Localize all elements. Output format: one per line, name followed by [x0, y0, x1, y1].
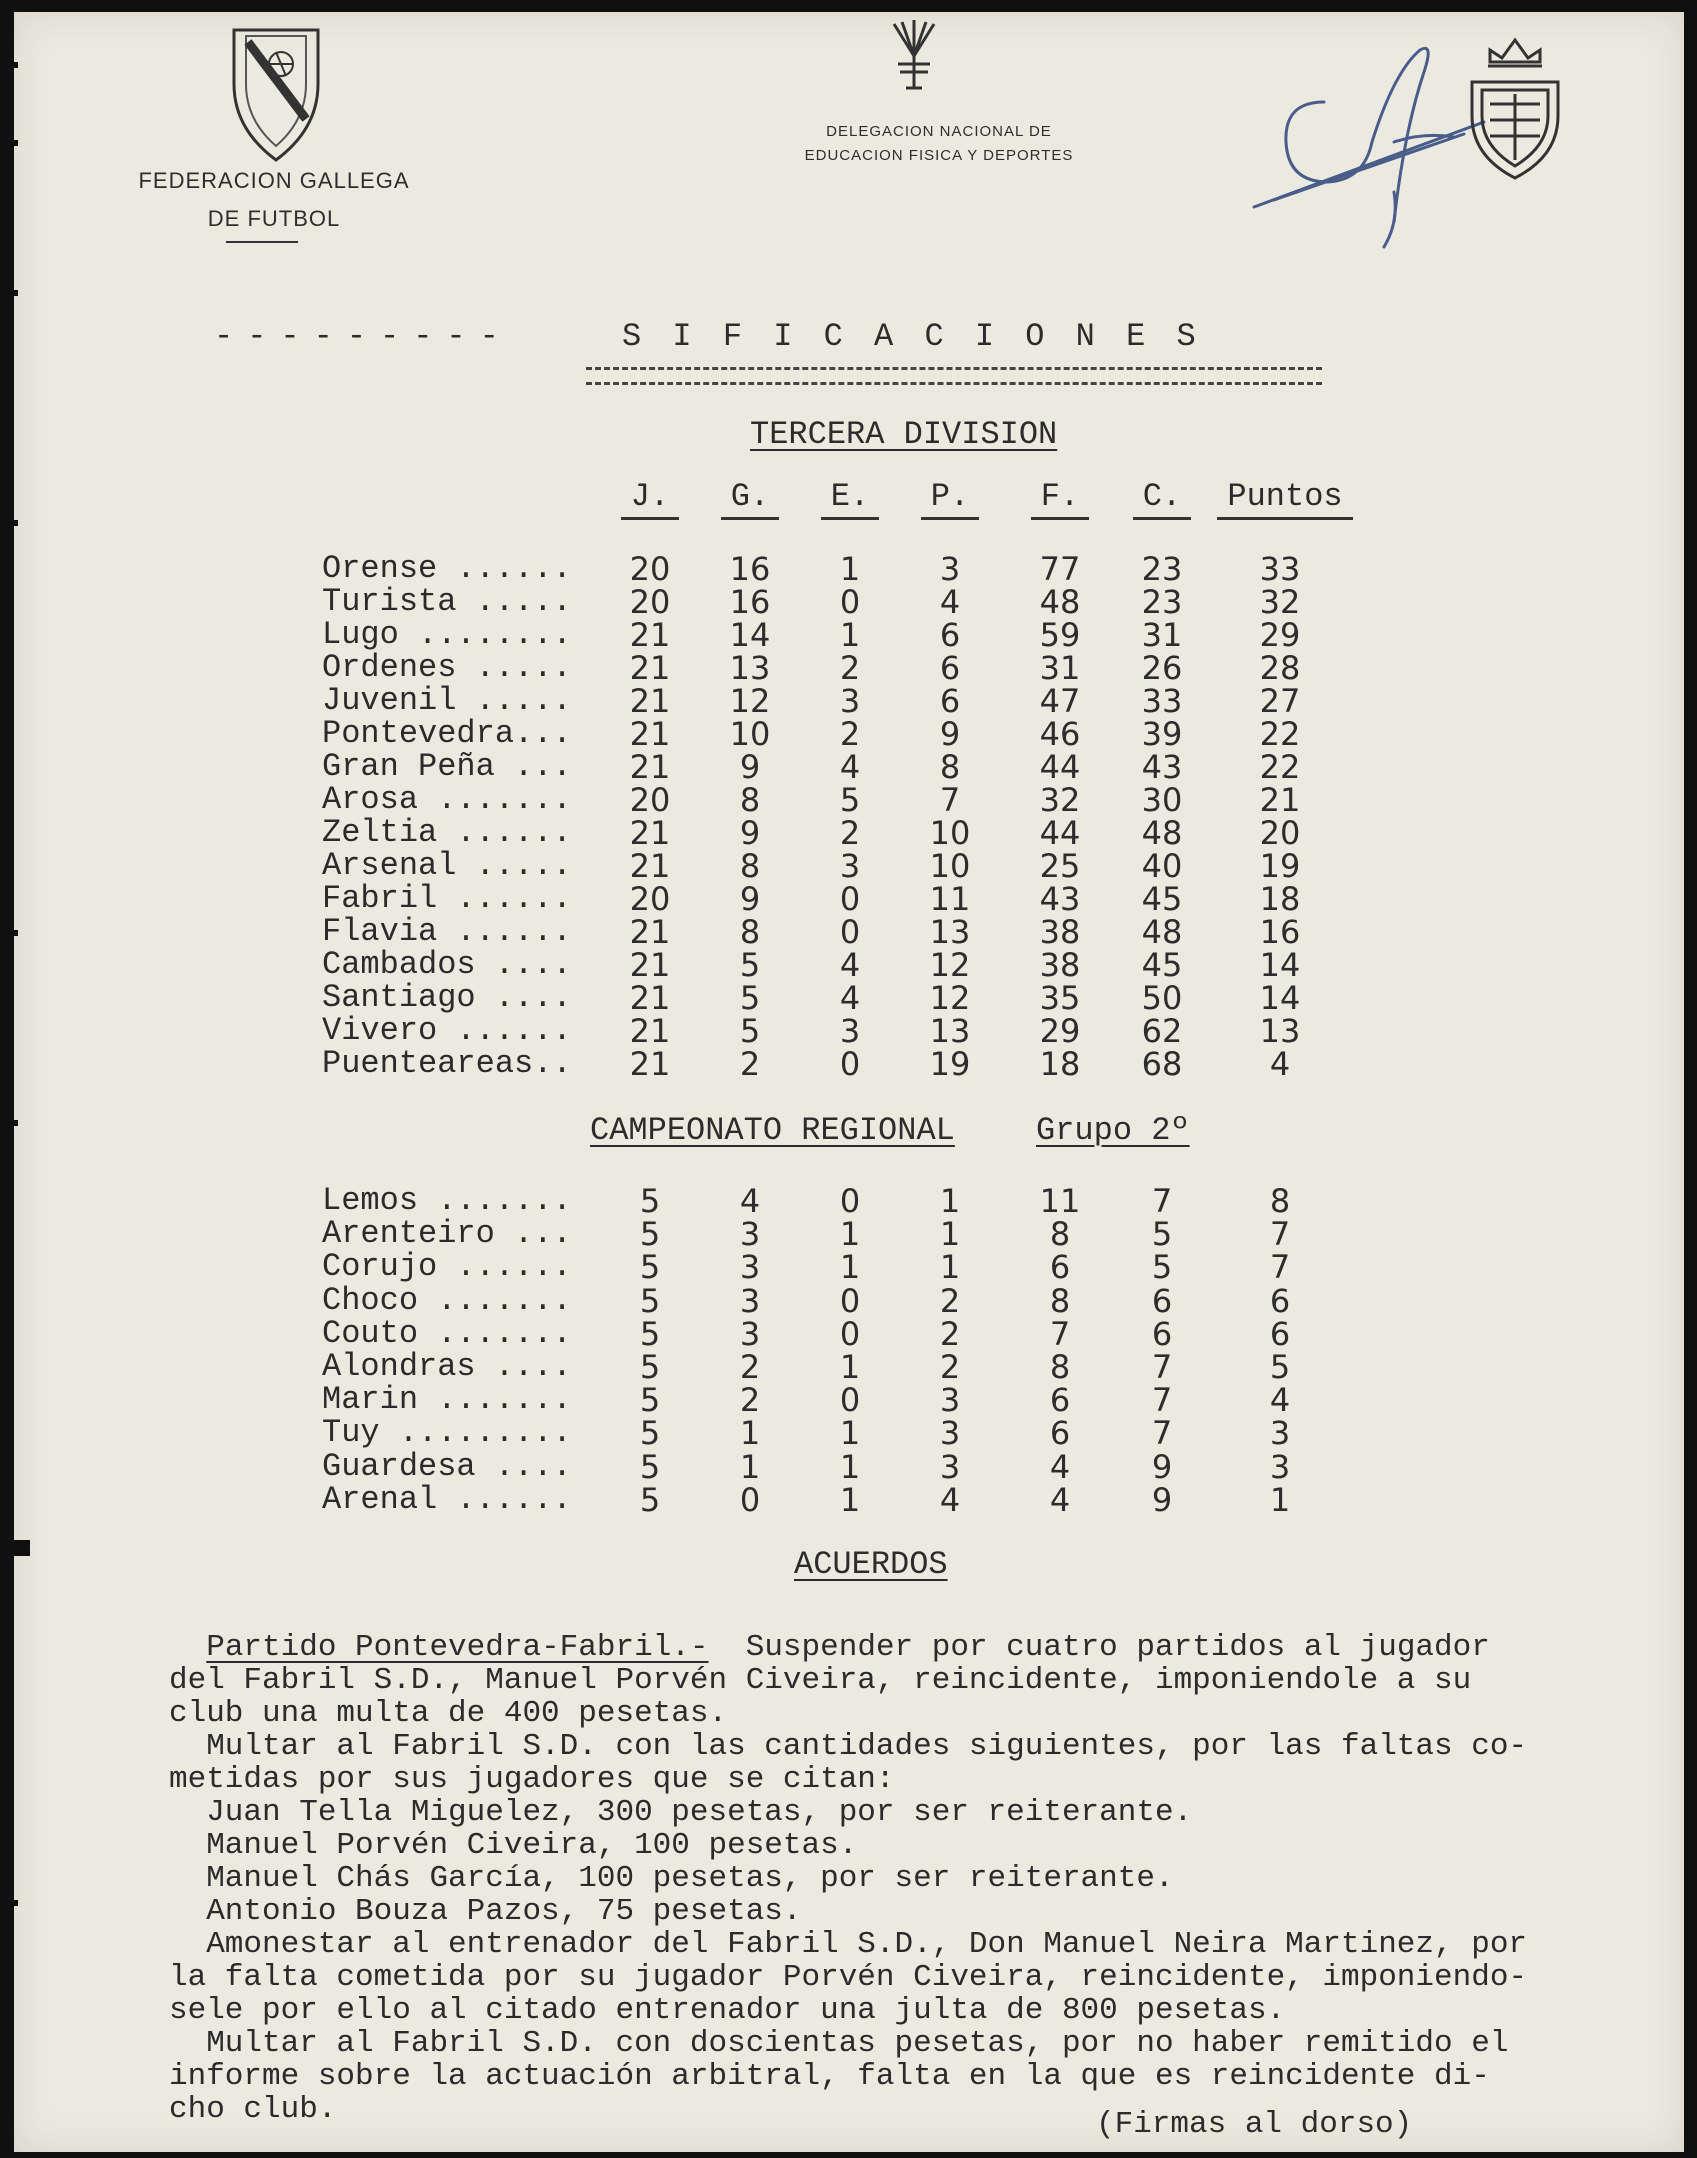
- team-name: Alondras ....: [322, 1348, 572, 1385]
- stat-cell: 4: [1269, 1045, 1291, 1083]
- stat-cell: 21: [629, 616, 671, 654]
- acuerdos-first-line: [169, 1630, 1490, 1665]
- stat-cell: 21: [629, 682, 671, 720]
- stat-cell: 1: [839, 1348, 861, 1386]
- stat-cell: 29: [1039, 1012, 1081, 1050]
- acuerdos-line: Multar al Fabril S.D. con las cantidades siguientes, por las faltas co-: [169, 1729, 1528, 1764]
- stat-cell: 21: [629, 748, 671, 786]
- stat-cell: 1: [939, 1182, 961, 1220]
- stat-cell: 39: [1141, 715, 1183, 753]
- column-header: [1210, 478, 1360, 520]
- stat-cell: 0: [839, 1045, 861, 1083]
- title-double-rule: [586, 367, 1322, 385]
- stat-cell: 47: [1039, 682, 1081, 720]
- stat-cell: 18: [1259, 880, 1301, 918]
- stat-cell: 3: [939, 1414, 961, 1453]
- stat-cell: 3: [839, 1012, 861, 1050]
- stat-cell: 21: [629, 979, 671, 1017]
- stat-cell: 1: [739, 1414, 761, 1453]
- stat-cell: 9: [1151, 1480, 1173, 1519]
- stat-cell: 25: [1039, 847, 1081, 885]
- acuerdos-line: Antonio Bouza Pazos, 75 pesetas.: [169, 1894, 802, 1929]
- stat-cell: 2: [739, 1381, 761, 1420]
- stat-cell: 8: [739, 847, 761, 885]
- stat-cell: 12: [929, 946, 971, 984]
- stat-cell: 3: [1269, 1414, 1291, 1453]
- team-name: Lemos .......: [322, 1182, 572, 1219]
- footer-note: (Firmas al dorso): [1096, 2107, 1413, 2142]
- stat-cell: 5: [1269, 1348, 1291, 1386]
- stat-cell: 6: [1049, 1381, 1071, 1420]
- title-dashes: ---------: [214, 318, 513, 355]
- federation-line-1: FEDERACION GALLEGA: [138, 168, 410, 193]
- first-line-rest: Suspender por cuatro partidos al jugador: [708, 1630, 1490, 1665]
- acuerdos-line: club una multa de 400 pesetas.: [169, 1696, 728, 1731]
- stat-cell: 1: [839, 1480, 861, 1519]
- stat-cell: 4: [839, 748, 861, 786]
- stat-cell: 3: [939, 550, 961, 588]
- stat-cell: 8: [1049, 1215, 1071, 1254]
- stat-cell: 5: [639, 1447, 661, 1486]
- regional-heading: CAMPEONATO REGIONAL: [590, 1112, 955, 1149]
- team-name: Arenteiro ...: [322, 1215, 572, 1253]
- stat-cell: 59: [1039, 616, 1081, 654]
- stat-cell: 0: [839, 1281, 861, 1320]
- federation-name: [112, 162, 436, 238]
- acuerdos-line: Manuel Chás García, 100 pesetas, por ser reiterante.: [169, 1861, 1174, 1896]
- stat-cell: 7: [1269, 1215, 1291, 1254]
- regional-group: Grupo 2º: [1036, 1112, 1190, 1149]
- team-name: Corujo ......: [322, 1248, 572, 1286]
- stat-cell: 7: [1151, 1348, 1173, 1386]
- stat-cell: 1: [839, 1447, 861, 1486]
- stat-cell: 1: [939, 1248, 961, 1287]
- stat-cell: 8: [1049, 1348, 1071, 1386]
- team-name: Vivero ......: [322, 1012, 572, 1049]
- stat-cell: 6: [1049, 1248, 1071, 1287]
- stat-cell: 40: [1141, 847, 1183, 885]
- stat-cell: 50: [1141, 979, 1183, 1017]
- delegation-line-2: EDUCACION FISICA Y DEPORTES: [804, 147, 1074, 164]
- stat-cell: 8: [1269, 1182, 1291, 1220]
- stat-cell: 62: [1141, 1012, 1183, 1050]
- stat-cell: 10: [729, 715, 771, 753]
- stat-cell: 1: [839, 1248, 861, 1287]
- stat-cell: 23: [1141, 583, 1183, 621]
- stat-cell: 21: [629, 913, 671, 951]
- stat-cell: 5: [639, 1248, 661, 1287]
- stat-cell: 21: [629, 649, 671, 687]
- column-header: [1025, 478, 1095, 520]
- stat-cell: 1: [1269, 1480, 1291, 1519]
- stat-cell: 12: [729, 682, 771, 720]
- team-name: Tuy .........: [322, 1414, 572, 1452]
- stat-cell: 4: [1049, 1447, 1071, 1486]
- team-name: Santiago ....: [322, 979, 572, 1016]
- stat-cell: 0: [739, 1480, 761, 1519]
- stat-cell: 10: [929, 814, 971, 852]
- stat-cell: 8: [939, 748, 961, 786]
- stat-cell: 11: [1039, 1182, 1081, 1220]
- punch-hole: [0, 62, 18, 68]
- stat-cell: 43: [1141, 748, 1183, 786]
- stat-cell: 32: [1039, 781, 1081, 819]
- column-header: [715, 478, 785, 520]
- stat-cell: 5: [639, 1182, 661, 1220]
- stat-cell: 7: [1151, 1381, 1173, 1420]
- stat-cell: 29: [1259, 616, 1301, 654]
- stat-cell: 2: [839, 715, 861, 753]
- stat-cell: 5: [639, 1215, 661, 1254]
- column-header: [815, 478, 885, 520]
- team-name: Arenal ......: [322, 1480, 572, 1518]
- stat-cell: 8: [1049, 1281, 1071, 1320]
- stat-cell: 0: [839, 1381, 861, 1420]
- stat-cell: 3: [839, 847, 861, 885]
- stat-cell: 21: [629, 946, 671, 984]
- document-page: [14, 12, 1684, 2152]
- stat-cell: 21: [629, 847, 671, 885]
- column-header: [615, 478, 685, 520]
- stat-cell: 7: [1269, 1248, 1291, 1287]
- stat-cell: 3: [939, 1381, 961, 1420]
- stat-cell: 0: [839, 1314, 861, 1353]
- acuerdos-line: Multar al Fabril S.D. con doscientas pesetas, por no haber remitido el: [169, 2026, 1509, 2061]
- stat-cell: 19: [929, 1045, 971, 1083]
- stat-cell: 3: [739, 1215, 761, 1254]
- stat-cell: 33: [1259, 550, 1301, 588]
- team-name: Lugo ........: [322, 616, 572, 653]
- stat-cell: 0: [839, 1182, 861, 1220]
- stat-cell: 7: [1049, 1314, 1071, 1353]
- stat-cell: 13: [729, 649, 771, 687]
- stat-cell: 3: [739, 1314, 761, 1353]
- stat-cell: 2: [739, 1348, 761, 1386]
- stat-cell: 6: [1049, 1414, 1071, 1453]
- match-title: Partido Pontevedra-Fabril.-: [206, 1630, 709, 1665]
- acuerdos-line: sele por ello al citado entrenador una julta de 800 pesetas.: [169, 1993, 1286, 2028]
- stat-cell: 6: [1151, 1281, 1173, 1320]
- punch-hole: [0, 520, 18, 526]
- stat-cell: 0: [839, 583, 861, 621]
- stat-cell: 33: [1141, 682, 1183, 720]
- stat-cell: 20: [629, 583, 671, 621]
- stat-cell: 7: [939, 781, 961, 819]
- column-header-label: F.: [1031, 478, 1089, 520]
- stat-cell: 30: [1141, 781, 1183, 819]
- column-header-label: G.: [721, 478, 779, 520]
- stat-cell: 2: [839, 814, 861, 852]
- stat-cell: 5: [639, 1414, 661, 1453]
- stat-cell: 20: [629, 880, 671, 918]
- punch-hole: [0, 930, 18, 936]
- stat-cell: 20: [629, 781, 671, 819]
- stat-cell: 7: [1151, 1182, 1173, 1220]
- stat-cell: 9: [939, 715, 961, 753]
- stat-cell: 5: [739, 1012, 761, 1050]
- stat-cell: 48: [1141, 814, 1183, 852]
- stat-cell: 5: [839, 781, 861, 819]
- stat-cell: 21: [629, 715, 671, 753]
- stat-cell: 6: [1269, 1314, 1291, 1353]
- stat-cell: 2: [839, 649, 861, 687]
- stat-cell: 1: [839, 616, 861, 654]
- stat-cell: 16: [1259, 913, 1301, 951]
- page-title: S I F I C A C I O N E S: [622, 318, 1202, 355]
- stat-cell: 2: [939, 1281, 961, 1320]
- acuerdos-line: informe sobre la actuación arbitral, falta en la que es reincidente di-: [169, 2059, 1490, 2094]
- stat-cell: 5: [639, 1314, 661, 1353]
- stat-cell: 22: [1259, 748, 1301, 786]
- stat-cell: 4: [939, 583, 961, 621]
- punch-hole: [0, 1540, 30, 1556]
- stat-cell: 31: [1039, 649, 1081, 687]
- stat-cell: 3: [739, 1281, 761, 1320]
- stat-cell: 5: [639, 1281, 661, 1320]
- stat-cell: 21: [629, 814, 671, 852]
- punch-hole: [0, 290, 18, 296]
- stat-cell: 22: [1259, 715, 1301, 753]
- stat-cell: 19: [1259, 847, 1301, 885]
- acuerdos-line: Amonestar al entrenador del Fabril S.D., Don Manuel Neira Martinez, por: [169, 1927, 1528, 1962]
- stat-cell: 1: [839, 1215, 861, 1254]
- team-name: Arosa .......: [322, 781, 572, 818]
- acuerdos-line: cho club.: [169, 2092, 337, 2127]
- acuerdos-line: Manuel Porvén Civeira, 100 pesetas.: [169, 1828, 858, 1863]
- stat-cell: 21: [629, 1045, 671, 1083]
- stat-cell: 48: [1141, 913, 1183, 951]
- stat-cell: 10: [929, 847, 971, 885]
- stat-cell: 5: [639, 1381, 661, 1420]
- stat-cell: 28: [1259, 649, 1301, 687]
- stat-cell: 9: [739, 814, 761, 852]
- acuerdos-line: Juan Tella Miguelez, 300 pesetas, por ser reiterante.: [169, 1795, 1193, 1830]
- stat-cell: 27: [1259, 682, 1301, 720]
- team-name: Zeltia ......: [322, 814, 572, 851]
- fasces-emblem-icon: [884, 16, 944, 92]
- stat-cell: 4: [1269, 1381, 1291, 1420]
- team-name: Turista .....: [322, 583, 572, 620]
- punch-hole: [0, 1900, 18, 1906]
- stat-cell: 14: [729, 616, 771, 654]
- column-header-label: C.: [1133, 478, 1191, 520]
- stat-cell: 5: [739, 946, 761, 984]
- stat-cell: 26: [1141, 649, 1183, 687]
- stat-cell: 4: [839, 946, 861, 984]
- stat-cell: 13: [929, 1012, 971, 1050]
- stat-cell: 5: [1151, 1248, 1173, 1287]
- column-header-label: J.: [621, 478, 679, 520]
- stat-cell: 4: [839, 979, 861, 1017]
- stat-cell: 4: [939, 1480, 961, 1519]
- crowned-rfef-emblem-icon: [1460, 32, 1570, 182]
- team-name: Orense ......: [322, 550, 572, 587]
- stat-cell: 32: [1259, 583, 1301, 621]
- stat-cell: 4: [1049, 1480, 1071, 1519]
- stat-cell: 3: [939, 1447, 961, 1486]
- team-name: Couto .......: [322, 1314, 572, 1352]
- stat-cell: 0: [839, 913, 861, 951]
- stat-cell: 18: [1039, 1045, 1081, 1083]
- stat-cell: 1: [839, 550, 861, 588]
- team-name: Ordenes .....: [322, 649, 572, 686]
- stat-cell: 6: [1269, 1281, 1291, 1320]
- stat-cell: 2: [939, 1314, 961, 1353]
- column-header-label: E.: [821, 478, 879, 520]
- stat-cell: 44: [1039, 748, 1081, 786]
- column-header-label: Puntos: [1217, 478, 1352, 520]
- column-header: [1127, 478, 1197, 520]
- stat-cell: 5: [739, 979, 761, 1017]
- stat-cell: 77: [1039, 550, 1081, 588]
- punch-hole: [0, 1120, 18, 1126]
- stat-cell: 3: [839, 682, 861, 720]
- stat-cell: 21: [629, 1012, 671, 1050]
- shield-emblem-icon: [226, 24, 326, 164]
- acuerdos-line: del Fabril S.D., Manuel Porvén Civeira, reincidente, imponiendole a su: [169, 1663, 1472, 1698]
- acuerdos-heading: ACUERDOS: [794, 1546, 948, 1583]
- stat-cell: 8: [739, 913, 761, 951]
- team-name: Arsenal .....: [322, 847, 572, 884]
- stat-cell: 44: [1039, 814, 1081, 852]
- stat-cell: 38: [1039, 913, 1081, 951]
- stat-cell: 21: [1259, 781, 1301, 819]
- stat-cell: 6: [939, 616, 961, 654]
- stat-cell: 7: [1151, 1414, 1173, 1453]
- column-header: [915, 478, 985, 520]
- stat-cell: 5: [639, 1480, 661, 1519]
- stat-cell: 14: [1259, 946, 1301, 984]
- stat-cell: 16: [729, 583, 771, 621]
- federation-rule: [226, 241, 298, 243]
- stat-cell: 6: [939, 649, 961, 687]
- stat-cell: 48: [1039, 583, 1081, 621]
- stat-cell: 13: [1259, 1012, 1301, 1050]
- team-name: Flavia ......: [322, 913, 572, 950]
- delegation-line-1: DELEGACION NACIONAL DE: [826, 123, 1052, 140]
- stat-cell: 2: [939, 1348, 961, 1386]
- stat-cell: 11: [929, 880, 971, 918]
- team-name: Fabril ......: [322, 880, 572, 917]
- federation-line-2: DE FUTBOL: [207, 206, 341, 231]
- stat-cell: 43: [1039, 880, 1081, 918]
- stat-cell: 5: [639, 1348, 661, 1386]
- stat-cell: 8: [739, 781, 761, 819]
- stat-cell: 68: [1141, 1045, 1183, 1083]
- team-name: Marin .......: [322, 1381, 572, 1419]
- stat-cell: 5: [1151, 1215, 1173, 1254]
- stat-cell: 20: [629, 550, 671, 588]
- team-name: Gran Peña ...: [322, 748, 572, 785]
- stat-cell: 13: [929, 913, 971, 951]
- stat-cell: 6: [939, 682, 961, 720]
- team-name: Puenteareas..: [322, 1045, 572, 1082]
- acuerdos-line: la falta cometida por su jugador Porvén Civeira, reincidente, imponiendo-: [169, 1960, 1528, 1995]
- stat-cell: 9: [739, 880, 761, 918]
- team-name: Cambados ....: [322, 946, 572, 983]
- team-name: Guardesa ....: [322, 1447, 572, 1485]
- stat-cell: 20: [1259, 814, 1301, 852]
- stat-cell: 2: [739, 1045, 761, 1083]
- stat-cell: 31: [1141, 616, 1183, 654]
- stat-cell: 1: [839, 1414, 861, 1453]
- stat-cell: 23: [1141, 550, 1183, 588]
- delegation-name: [774, 120, 1104, 168]
- stat-cell: 6: [1151, 1314, 1173, 1353]
- stat-cell: 0: [839, 880, 861, 918]
- stat-cell: 16: [729, 550, 771, 588]
- stat-cell: 46: [1039, 715, 1081, 753]
- stat-cell: 14: [1259, 979, 1301, 1017]
- stat-cell: 12: [929, 979, 971, 1017]
- tercera-heading: TERCERA DIVISION: [750, 416, 1058, 453]
- stat-cell: 45: [1141, 880, 1183, 918]
- acuerdos-line: metidas por sus jugadores que se citan:: [169, 1762, 895, 1797]
- stat-cell: 4: [739, 1182, 761, 1220]
- team-name: Choco .......: [322, 1281, 572, 1319]
- team-name: Juvenil .....: [322, 682, 572, 719]
- punch-hole: [0, 140, 18, 146]
- team-name: Pontevedra...: [322, 715, 572, 752]
- stat-cell: 3: [739, 1248, 761, 1287]
- stat-cell: 45: [1141, 946, 1183, 984]
- stat-cell: 35: [1039, 979, 1081, 1017]
- stat-cell: 9: [739, 748, 761, 786]
- stat-cell: 1: [739, 1447, 761, 1486]
- stat-cell: 3: [1269, 1447, 1291, 1486]
- stat-cell: 9: [1151, 1447, 1173, 1486]
- stat-cell: 38: [1039, 946, 1081, 984]
- column-header-label: P.: [921, 478, 979, 520]
- stat-cell: 1: [939, 1215, 961, 1254]
